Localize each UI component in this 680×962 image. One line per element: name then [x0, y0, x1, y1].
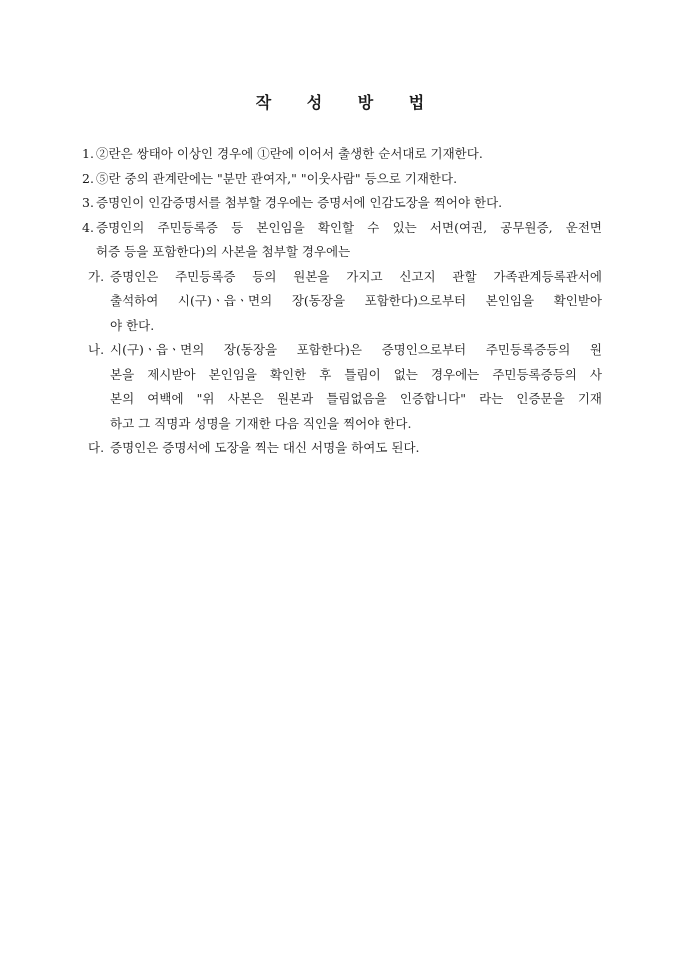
instruction-item-1: [82, 142, 602, 167]
sub-item-text-line: 증명인은 주민등록증 등의 원본을 가지고 신고지 관할 가족관계등록관서에: [110, 268, 602, 284]
item-text-line: 증명인이 인감증명서를 첨부할 경우에는 증명서에 인감도장을 찍어야 한다.: [96, 195, 503, 210]
sub-item-marker: 가.: [88, 268, 105, 284]
page-title: 작 성 방 법: [255, 93, 440, 112]
item-number: 2.: [82, 170, 94, 186]
instructions-body: [82, 142, 602, 461]
item-text-line: ②란은 쌍태아 이상인 경우에 ①란에 이어서 출생한 순서대로 기재한다.: [96, 146, 483, 161]
instruction-item-2: [82, 167, 602, 192]
item-number: 4.: [82, 219, 94, 235]
sub-item-text-line: 시(구)ㆍ읍ㆍ면의 장(동장을 포함한다)은 증명인으로부터 주민등록증등의 원: [110, 342, 602, 357]
sub-item-da: [88, 436, 602, 461]
sub-item-na: [88, 338, 602, 436]
sub-item-text-line: 증명인은 증명서에 도장을 찍는 대신 서명을 하여도 된다.: [110, 440, 420, 455]
item-text-line: 허증 등을 포함한다)의 사본을 첨부할 경우에는: [96, 244, 351, 259]
sub-item-text-line: 본의 여백에 "위 사본은 원본과 틀림없음을 인증합니다" 라는 인증문을 기재: [110, 391, 602, 406]
sub-item-ga: [88, 265, 602, 339]
item-text-line: 증명인의 주민등록증 등 본인임을 확인할 수 있는 서면(여권, 공무원증, 운전면: [96, 219, 602, 235]
sub-item-text-line: 출석하여 시(구)ㆍ읍ㆍ면의 장(동장을 포함한다)으로부터 본인임을 확인받아: [110, 293, 602, 308]
instruction-item-3: [82, 191, 602, 216]
item-text-line: ⑤란 중의 관계란에는 "분만 관여자," "이웃사람" 등으로 기재한다.: [96, 170, 458, 186]
item-number: 1.: [82, 146, 94, 161]
item-number: 3.: [82, 195, 94, 210]
sub-item-text-line: 본을 제시받아 본인임을 확인한 후 틀림이 없는 경우에는 주민등록증등의 사: [110, 366, 602, 382]
sub-item-marker: 나.: [88, 342, 105, 357]
sub-item-text-line: 하고 그 직명과 성명을 기재한 다음 직인을 찍어야 한다.: [110, 415, 412, 431]
sub-item-marker: 다.: [88, 440, 105, 455]
instruction-item-4: [82, 216, 602, 265]
sub-item-text-line: 야 한다.: [110, 317, 155, 333]
